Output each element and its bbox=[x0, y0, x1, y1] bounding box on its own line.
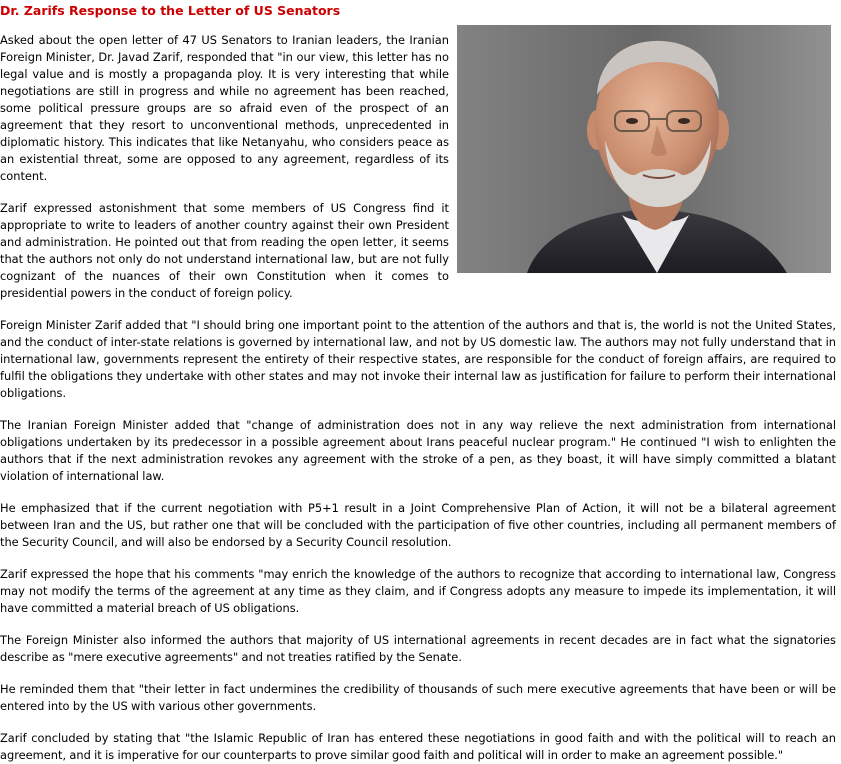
article-title: Dr. Zarifs Response to the Letter of US Senators bbox=[0, 3, 341, 18]
article-paragraph-6: Zarif expressed the hope that his comments "may enrich the knowledge of the authors to recognize that according to international law, Congress may not modify the terms of the agreement at any time as they claim, and if Congress adopts any measure to impede its implementation, it will have committed a material breach of US obligations. bbox=[0, 567, 836, 615]
article-paragraph-1: Asked about the open letter of 47 US Senators to Iranian leaders, the Iranian Foreign Minister, Dr. Javad Zarif, responded that "in our view, this letter has no legal value and is mostly a propaganda ploy. It is very interesting that while negotiations are still in progress and while no agreement has been reached, some political pressure groups are so afraid even of the prospect of an agreement that they resort to unconventional methods, unprecedented in diplomatic history. This indicates that like Netanyahu, who considers peace as an existential threat, some are opposed to any agreement, regardless of its content. bbox=[0, 33, 449, 183]
article-paragraph-8: He reminded them that "their letter in fact undermines the credibility of thousands of such mere executive agreements that have been or will be entered into by the US with various other governments. bbox=[0, 682, 836, 713]
article-paragraph-3: Foreign Minister Zarif added that "I should bring one important point to the attention of the authors and that is, the world is not the United States, and the conduct of inter-state relations is governed by international law, and not by US domestic law. The authors may not fully understand that in international law, governments represent the entirety of their respective states, are responsible for the conduct of foreign affairs, are required to fulfil the obligations they undertake with other states and may not invoke their internal law as justification for failure to perform their international obligations. bbox=[0, 318, 836, 400]
portrait-illustration bbox=[457, 25, 831, 273]
article-paragraph-5: He emphasized that if the current negotiation with P5+1 result in a Joint Comprehensive Plan of Action, it will not be a bilateral agreement between Iran and the US, but rather one that will be concluded with the participation of five other countries, including all permanent members of the Security Council, and will also be endorsed by a Security Council resolution. bbox=[0, 501, 836, 549]
article-paragraph-4: The Iranian Foreign Minister added that "change of administration does not in any way relieve the next administration from international obligations undertaken by its predecessor in a possible agreement about Irans peaceful nuclear program." He continued "I wish to enlighten the authors that if the next administration revokes any agreement with the stroke of a pen, as they boast, it will have simply committed a blatant violation of international law. bbox=[0, 418, 836, 483]
article-paragraph-9: Zarif concluded by stating that "the Islamic Republic of Iran has entered these negotiations in good faith and with the political will to reach an agreement, and it is imperative for our counterparts to prove similar good faith and political will in order to make an agreement possible." bbox=[0, 731, 836, 762]
portrait-photo bbox=[457, 25, 831, 273]
article-paragraph-7: The Foreign Minister also informed the authors that majority of US international agreements in recent decades are in fact what the signatories describe as "mere executive agreements" and not treaties ratified by the Senate. bbox=[0, 633, 836, 664]
article-paragraph-2: Zarif expressed astonishment that some members of US Congress find it appropriate to write to leaders of another country against their own President and administration. He pointed out that from reading the open letter, it seems that the authors not only do not understand international law, but are not fully cognizant of the nuances of their own Constitution when it comes to presidential powers in the conduct of foreign policy. bbox=[0, 201, 449, 300]
